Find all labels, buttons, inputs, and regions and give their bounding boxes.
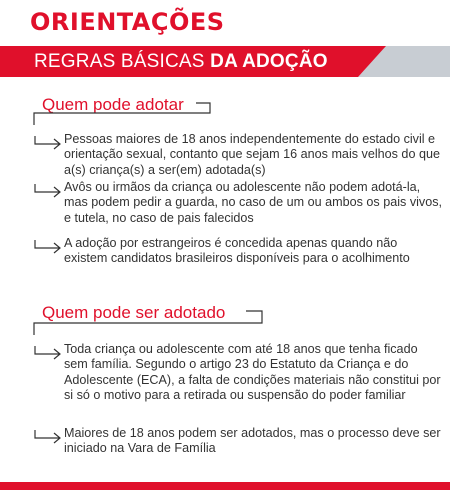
- list-item-text: A adoção por estrangeiros é concedida apenas quando não existem candidatos brasileiros disponíveis para o acolhimento: [64, 236, 410, 266]
- banner-text-bold: DA ADOÇÃO: [210, 51, 328, 72]
- list-item-text: Pessoas maiores de 18 anos independentemente do estado civil e orientação sexual, contanto que sejam 16 anos mais velhos do que a(s) criança(s) a ser(em) adotada(s): [64, 132, 440, 177]
- arrow-icon: [34, 240, 62, 254]
- arrow-icon: [34, 136, 62, 150]
- banner-tab-decoration: [358, 46, 450, 77]
- banner-text-regular: REGRAS BÁSICAS: [34, 51, 211, 72]
- list-item-text: Avôs ou irmãos da criança ou adolescente não podem adotá-la, mas podem pedir a guarda, no caso de um ou ambos os pais vivos, e tutela, no caso de pais falecidos: [64, 180, 443, 225]
- section-title-who-can-adopt: Quem pode adotar: [42, 95, 184, 114]
- list-item-text: Toda criança ou adolescente com até 18 anos que tenha ficado sem família. Segundo o artigo 23 do Estatuto da Criança e do Adolescente (ECA), a falta de condições materiais não constitui por si só o motivo para a retirada ou suspensão do poder familiar: [64, 342, 441, 402]
- banner-text: [34, 51, 328, 73]
- arrow-icon: [34, 430, 62, 444]
- page-title: ORIENTAÇÕES: [30, 8, 225, 36]
- section-bracket-who-can-be-adopted: [28, 302, 278, 336]
- section-bracket-who-can-adopt: [28, 94, 218, 126]
- list-item-text: Maiores de 18 anos podem ser adotados, mas o processo deve ser iniciado na Vara de Família: [64, 426, 441, 456]
- bottom-accent-bar: [0, 482, 450, 490]
- arrow-icon: [34, 184, 62, 198]
- arrow-icon: [34, 346, 62, 360]
- subtitle-banner: [0, 46, 450, 77]
- section-title-who-can-be-adopted: Quem pode ser adotado: [42, 303, 226, 322]
